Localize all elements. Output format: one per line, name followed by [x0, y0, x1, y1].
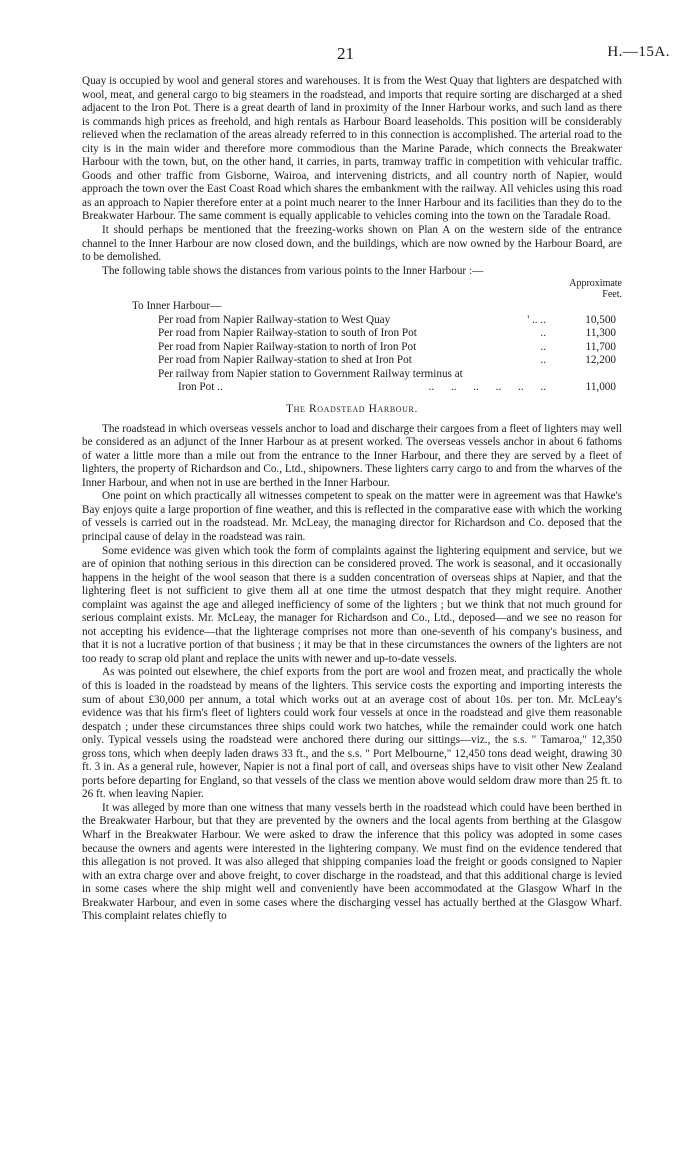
- column-header: Approximate Feet.: [569, 278, 622, 301]
- table-row: Per road from Napier Railway-station to north of Iron Pot .. 11,700: [158, 340, 616, 353]
- body-text: [82, 75, 622, 924]
- paragraph-exports: As was pointed out elsewhere, the chief exports from the port are wool and frozen meat, and practically the whole of this is loaded in the roadstead by means of the lighters. This service costs the exporting and importing interests the sum of about £30,000 per annum, a total which works out at an average cost of about 10s. per ton. Mr. McLeay's evidence was that his firm's fleet of lighters could work four vessels at once in the roadstead and give them reasonable despatch ; under these circumstances three ships could work two hatches, while the remainder could work one hatch only. Typical vessels using the roadstead were anchored there during our sittings—viz., the s.s. " Tamaroa," 12,350 gross tons, which when deeply laden draws 33 ft., and the s.s. " Port Melbourne," 12,450 tons dead weight, drawing 30 ft. 3 in. As a general rule, however, Napier is not a final port of call, and overseas ships have to visit other New Zealand ports before departing for England, so that vessels of the class we mention above would seldom draw more than 25 ft. to 26 ft. when leaving Napier.: [82, 666, 622, 801]
- table-group-label: To Inner Harbour—: [132, 300, 222, 313]
- paragraph-table-intro: The following table shows the distances from various points to the Inner Harbour :—: [102, 264, 484, 277]
- table-row: Per road from Napier Railway-station to shed at Iron Pot .. 12,200: [158, 354, 616, 367]
- paragraph-weather: One point on which practically all witnesses competent to speak on the matter were in agreement was that Hawke's Bay enjoys quite a large proportion of fine weather, and this is reflected in the comparative ease with which the working of vessels is carried out in the roadstead. Mr. McLeay, the managing director for Richardson and Co. deposed that the principal cause of delay in the roadstead was rain.: [82, 490, 622, 543]
- document-reference: H.—15A.: [607, 44, 670, 60]
- paragraph-allegations: It was alleged by more than one witness that many vessels berth in the roadstead which could have been berthed in the Breakwater Harbour, but that they are prevented by the owners and the local agents from berthing at the Glasgow Wharf in the Breakwater Harbour. We were asked to draw the inference that this policy was adopted in some cases because the owners and agents were interested in the lightering company. We must find on the evidence tendered that this allegation is not proved. It was also alleged that shipping companies load the freight or goods consigned to Napier with an extra charge over and above freight, to cover discharge in the roadstead, and that this additional charge is levied in some cases where the ship might well and conveniently have been accommodated at the Glasgow Wharf in the Breakwater Harbour, and even in some cases where the discharging vessel has actually berthed at the Glasgow Wharf. This complaint relates chiefly to: [82, 801, 622, 923]
- paragraph-continued: Quay is occupied by wool and general stores and warehouses. It is from the West Quay that lighters are despatched with wool, meat, and general cargo to big steamers in the roadstead, and imports that require sorting are discharged at a shed adjacent to the Iron Pot. There is a great dearth of land in proximity of the Inner Harbour works, and such land as there is commands high prices as freehold, and high rentals as Harbour Board leaseholds. This position will be considerably relieved when the reclamation of the areas already referred to in this connection is accomplished. The arterial road to the city is in the main wider and therefore more commodious than the Marine Parade, which connects the Breakwater Harbour with the town, but, on the other hand, it carries, in parts, tramway traffic in competition with vehicular traffic. Goods and other traffic from Gisborne, Wairoa, and intervening districts, and all country north of Napier, would approach the town over the East Coast Road which shares the embankment with the railway. All vehicles using this road as an approach to Napier therefore enter at a point much nearer to the Inner Harbour and its facilities than they do to the Breakwater Harbour. The same comment is equally applicable to vehicles coming into the town on the Taradale Road.: [82, 75, 622, 223]
- paragraph-complaints: Some evidence was given which took the form of complaints against the lightering equipment and service, but we are of opinion that nothing serious in this direction can be considered proved. The work is seasonal, and it occasionally happens in the height of the wool season that there is a sudden concentration of overseas ships at Napier, and that the lightering fleet is not sufficient to give them all at one time the utmost despatch that they might require. Another complaint was against the age and alleged inefficiency of some of the lighters ; but we think that not much ground for serious complaint exists. Mr. McLeay, the manager for Richardson and Co., Ltd., deposed—and we see no reason for not accepting his evidence—that the lighterage comprises not more than one-seventh of his company's business, and that it is not a lucrative portion of that business ; it may be that in these circumstances the owners of the lighters are not too ready to scrap old plant and replace the units with newer and up-to-date vessels.: [82, 544, 622, 665]
- paragraph-freezing-works: It should perhaps be mentioned that the freezing-works shown on Plan A on the western side of the entrance channel to the Inner Harbour are now closed down, and the buildings, which are now owned by the Harbour Board, are to be demolished.: [82, 224, 622, 264]
- table-row: Per railway from Napier station to Government Railway terminus at: [158, 367, 463, 380]
- distance-table: [82, 278, 622, 395]
- section-title: The Roadstead Harbour.: [286, 403, 418, 416]
- page-header: [0, 44, 700, 64]
- table-row: Per road from Napier Railway-station to south of Iron Pot .. 11,300: [158, 327, 616, 340]
- table-row: Iron Pot .. .. .. .. .. .. .. 11,000: [178, 381, 616, 394]
- page-number: 21: [337, 44, 354, 63]
- paragraph-roadstead: The roadstead in which overseas vessels anchor to load and discharge their cargoes from a fleet of lighters may well be considered as an adjunct of the Inner Harbour as at present worked. The overseas vessels anchor in about 6 fathoms of water a little more than a mile out from the entrance to the Inner Harbour, and there they are served by a fleet of lighters, the property of Richardson and Co., Ltd., shipowners. These lighters carry cargo to and from the wharves of the Inner Harbour, and when not in use are berthed in the Inner Harbour.: [82, 422, 622, 489]
- table-row: Per road from Napier Railway-station to West Quay ' .. .. 10,500: [158, 313, 616, 326]
